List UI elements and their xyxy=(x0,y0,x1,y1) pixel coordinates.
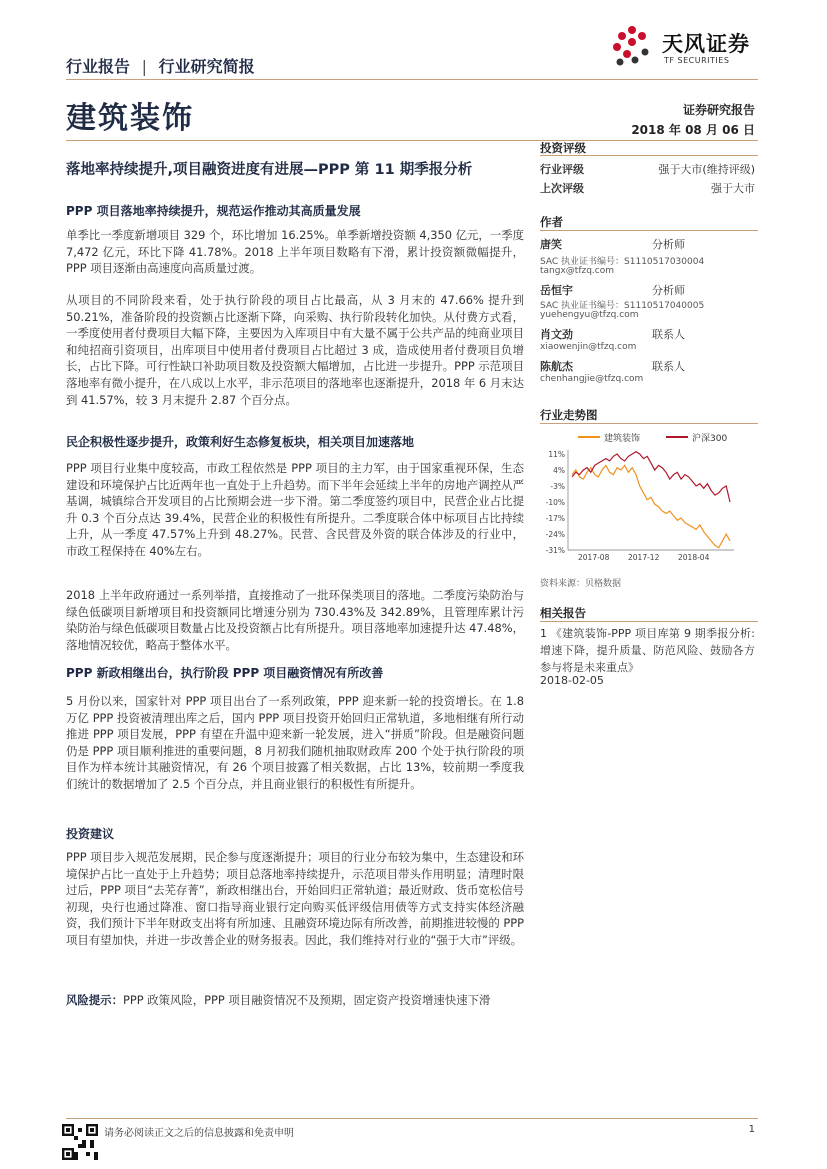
page-number: 1 xyxy=(748,1124,755,1135)
chart-rule xyxy=(540,423,758,424)
rating-heading: 投资评级 xyxy=(540,141,586,155)
y-tick-label: 11% xyxy=(548,450,565,459)
report-title: 落地率持续提升,项目融资进度有进展—PPP 第 11 期季报分析 xyxy=(66,162,473,178)
x-tick-label: 2018-04 xyxy=(678,553,710,562)
report-type: 证券研究报告 xyxy=(682,103,755,117)
company-logo xyxy=(606,20,766,76)
paragraph: 2018 上半年政府通过一系列举措，直接推动了一批环保类项目的落地。二季度污染防治与绿色低碳项目新增项目和投资额同比增速分别为 730.43%及 342.89%，且管理库累计污染防治与绿色低碳项目数量占比及投资额占比有所提升。项目落地率加速提升达 47.48%，落地情况较优，略高于整体水平。 xyxy=(66,588,524,652)
paragraph: PPP 项目行业集中度较高，市政工程依然是 PPP 项目的主力军，由于国家重视环保，生态建设和环境保护占比近两年也一直处于上升趋势。而下半年会延续上半年的房地产调控从严基调，城镇综合开发项目的占比预期会进一步下滑。第二季度签约项目中，民营企业占比提升 0.3 个百分点达 39.4%，民营企业的积极性有所提升。二季度联合体中标项目占比持续上升，从一季度 47.57%上升到 48.27%。民营、含民营及外资的联合体涉及的行业中，市政工程保持在 40%左右。 xyxy=(66,461,524,558)
author-name: 唐笑 xyxy=(540,238,562,251)
x-tick-label: 2017-12 xyxy=(628,553,660,562)
y-tick-label: -31% xyxy=(545,546,565,555)
chart-heading: 行业走势图 xyxy=(540,408,598,422)
risk-label: 风险提示： xyxy=(66,993,123,1007)
author-role: 分析师 xyxy=(652,238,685,251)
category-separator: | xyxy=(141,57,147,76)
author-role: 联系人 xyxy=(652,328,685,341)
authors-rule xyxy=(540,230,758,231)
header-rule-top xyxy=(66,79,758,80)
section-heading: PPP 新政相继出台，执行阶段 PPP 项目融资情况有所改善 xyxy=(66,666,384,680)
header-rule-bottom xyxy=(66,140,758,141)
author-cert: SAC 执业证书编号：S1110517030004 xyxy=(540,257,705,267)
y-tick-label: 4% xyxy=(553,466,565,475)
authors-heading: 作者 xyxy=(540,215,563,229)
section-heading: PPP 项目落地率持续提升，规范运作推动其高质量发展 xyxy=(66,204,361,218)
report-category xyxy=(66,54,255,77)
paragraph: 5 月份以来，国家针对 PPP 项目出台了一系列政策，PPP 迎来新一轮的投资增长。在 1.8 万亿 PPP 投资被清理出库之后，国内 PPP 项目投资开始回归正常轨道，多地相继有所行动推进 PPP 项目发展，PPP 有望在升温中迎来新一轮发展，进入“拼质”阶段。但是融资问题仍是 PPP 项目顺利推进的重要问题，8 月初我们随机抽取财政库 200 个处于执行阶段的项目作为样本统计其融资情况，有 26 个项目披露了相关数据，占比 13%，较前期一季度我们统计的数据增加了 2.5 个百分点，并且商业银行的积极性有所提升。 xyxy=(66,694,524,791)
author-email: yuehengyu@tfzq.com xyxy=(540,310,639,320)
industry-rating-value: 强于大市(维持评级) xyxy=(658,163,755,176)
report-date: 2018 年 08 月 06 日 xyxy=(631,123,755,137)
related-report-date: 2018-02-05 xyxy=(540,674,604,687)
subcategory-label: 行业研究简报 xyxy=(158,57,255,76)
paragraph: 单季比一季度新增项目 329 个，环比增加 16.25%。单季新增投资额 4,350 亿元，一季度 7,472 亿元，环比下降 41.78%。2018 上半年项目数略有下滑，累计投资额微幅提升，PPP 项目逐渐由高速度向高质量过渡。 xyxy=(66,228,524,276)
footer-disclaimer: 请务必阅读正文之后的信息披露和免责申明 xyxy=(104,1128,294,1139)
author-email: xiaowenjin@tfzq.com xyxy=(540,342,637,352)
y-tick-label: -3% xyxy=(550,482,565,491)
chart-source: 资料来源：贝格数据 xyxy=(540,579,622,589)
paragraph: 从项目的不同阶段来看，处于执行阶段的项目占比最高，从 3 月末的 47.66% 提升到 50.21%，准备阶段的投资额占比逐渐下降，向采购、执行阶段转化加快。从付费方式看，一季度使用者付费项目大幅下降，主要因为入库项目中有大量不属于公共产品的纯商业项目和纯招商引资项目，出库项目中使用者付费项目占比超过 3 成，造成使用者付费项目负增长，占比下降。可行性缺口补助项目数及投资额大幅增加，占比进一步提升。PPP 示范项目落地率有微小提升，在八成以上水平，非示范项目的落地率也逐渐提升，2018 年 6 月末达到 41.57%，较 3 月末提升 2.87 个百分点。 xyxy=(66,293,524,407)
footer-rule xyxy=(66,1118,758,1119)
y-tick-label: -24% xyxy=(545,530,565,539)
author-role: 分析师 xyxy=(652,284,685,297)
legend-label: 建筑装饰 xyxy=(604,434,641,444)
related-report-link[interactable]: 1 《建筑装饰-PPP 项目库第 9 期季报分析:增速下降，提升质量、防范风险、鼓励各方参与将是未来重点》 xyxy=(540,627,755,674)
risk-text: PPP 政策风险，PPP 项目融资情况不及预期，固定资产投资增速快速下滑 xyxy=(122,993,491,1007)
series-line xyxy=(572,465,730,547)
rating-rule xyxy=(540,155,758,156)
prev-rating-value: 强于大市 xyxy=(711,182,755,195)
brand-name: 天风证券 xyxy=(662,32,750,56)
author-name: 肖文劲 xyxy=(540,328,573,341)
related-heading: 相关报告 xyxy=(540,606,586,620)
section-heading: 投资建议 xyxy=(66,827,115,841)
y-tick-label: -17% xyxy=(545,514,565,523)
qr-code-icon xyxy=(62,1124,98,1160)
industry-title: 建筑装饰 xyxy=(66,101,194,136)
related-rule xyxy=(540,621,758,622)
author-name: 陈航杰 xyxy=(540,360,573,373)
category-label: 行业报告 xyxy=(66,57,131,76)
legend-label: 沪深300 xyxy=(692,434,728,444)
section-heading: 民企积极性逐步提升，政策利好生态修复板块，相关项目加速落地 xyxy=(66,435,415,449)
brand-name-en: TF SECURITIES xyxy=(664,56,730,65)
x-tick-label: 2017-08 xyxy=(578,553,610,562)
author-name: 岳恒宇 xyxy=(540,284,573,297)
industry-rating-label: 行业评级 xyxy=(540,163,584,176)
industry-trend-chart xyxy=(538,428,760,576)
author-email: tangx@tfzq.com xyxy=(540,266,615,276)
paragraph: PPP 项目步入规范发展期，民企参与度逐渐提升；项目的行业分布较为集中，生态建设和环境保护占比一直处于上升趋势；项目总落地率持续提升，示范项目带头作用明显；清理时限过后，PPP 项目“去芜存菁”，新政相继出台，开始回归正常轨道；最近财政、货币宽松信号初现，央行也通过降准、窗口指导商业银行定向购买低评级信用债等方式支持实体经济融资，我们预计下半年财政支出将有所加速、且融资环境边际有所改善，前期推进较慢的 PPP 项目有望加快，并进一步改善企业的财务报表。因此，我们维持对行业的“强于大市”评级。 xyxy=(66,850,524,947)
risk-paragraph xyxy=(66,992,524,1009)
author-cert: SAC 执业证书编号：S1110517040005 xyxy=(540,301,705,311)
prev-rating-label: 上次评级 xyxy=(540,182,584,195)
logo-mark-icon xyxy=(608,24,658,74)
series-line xyxy=(572,452,730,502)
author-email: chenhangjie@tfzq.com xyxy=(540,374,644,384)
y-tick-label: -10% xyxy=(545,498,565,507)
author-role: 联系人 xyxy=(652,360,685,373)
